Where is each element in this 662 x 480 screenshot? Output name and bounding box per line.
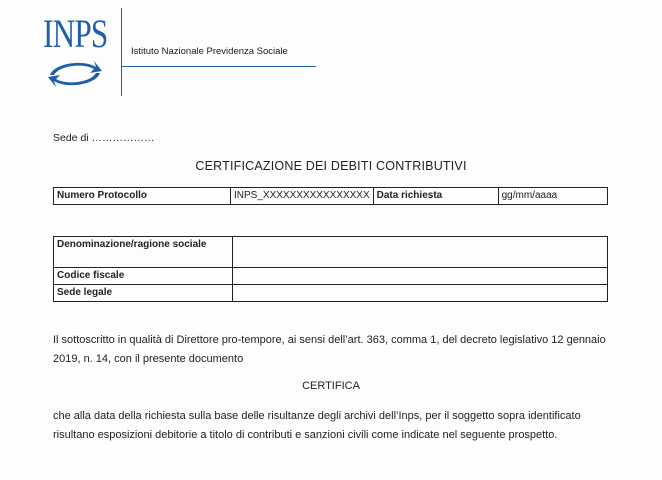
table-row	[54, 188, 608, 205]
sede-legale-label: Sede legale	[54, 285, 233, 302]
table-row	[54, 268, 608, 285]
codice-fiscale-value	[233, 268, 608, 285]
denominazione-label: Denominazione/ragione sociale	[54, 237, 233, 268]
paragraph-intro: Il sottoscritto in qualità di Direttore pro-tempore, ai sensi dell’art. 363, comma 1, del decreto legislativo 12 gennaio 2019, n. 14, con il presente documento	[53, 334, 606, 365]
inps-swirl-icon	[44, 57, 106, 91]
table-row	[54, 237, 608, 268]
protocol-table	[53, 187, 608, 205]
institute-name: Istituto Nazionale Previdenza Sociale	[131, 46, 288, 57]
codice-fiscale-label: Codice fiscale	[54, 268, 233, 285]
paragraph-body: che alla data della richiesta sulla base delle risultanze degli archivi dell’Inps, per il soggetto sopra identificato risultano esposizioni debitorie a titolo di contributi e sanzioni civili come indicate nel seguente prospetto.	[53, 410, 581, 441]
logo-text: INPS	[43, 11, 108, 56]
subject-table	[53, 236, 608, 302]
document-title: CERTIFICAZIONE DEI DEBITI CONTRIBUTIVI	[195, 159, 467, 173]
sede-legale-value	[233, 285, 608, 302]
sede-line: Sede di ………………	[53, 132, 155, 144]
certifica-heading: CERTIFICA	[302, 380, 360, 392]
logo-divider-horizontal	[121, 66, 316, 67]
protocol-value: INPS_XXXXXXXXXXXXXXXX	[231, 188, 374, 205]
logo-divider-vertical	[121, 8, 122, 96]
denominazione-value	[233, 237, 608, 268]
protocol-label: Numero Protocollo	[54, 188, 231, 205]
date-label: Data richiesta	[373, 188, 498, 205]
date-value: gg/mm/aaaa	[498, 188, 607, 205]
table-row	[54, 285, 608, 302]
